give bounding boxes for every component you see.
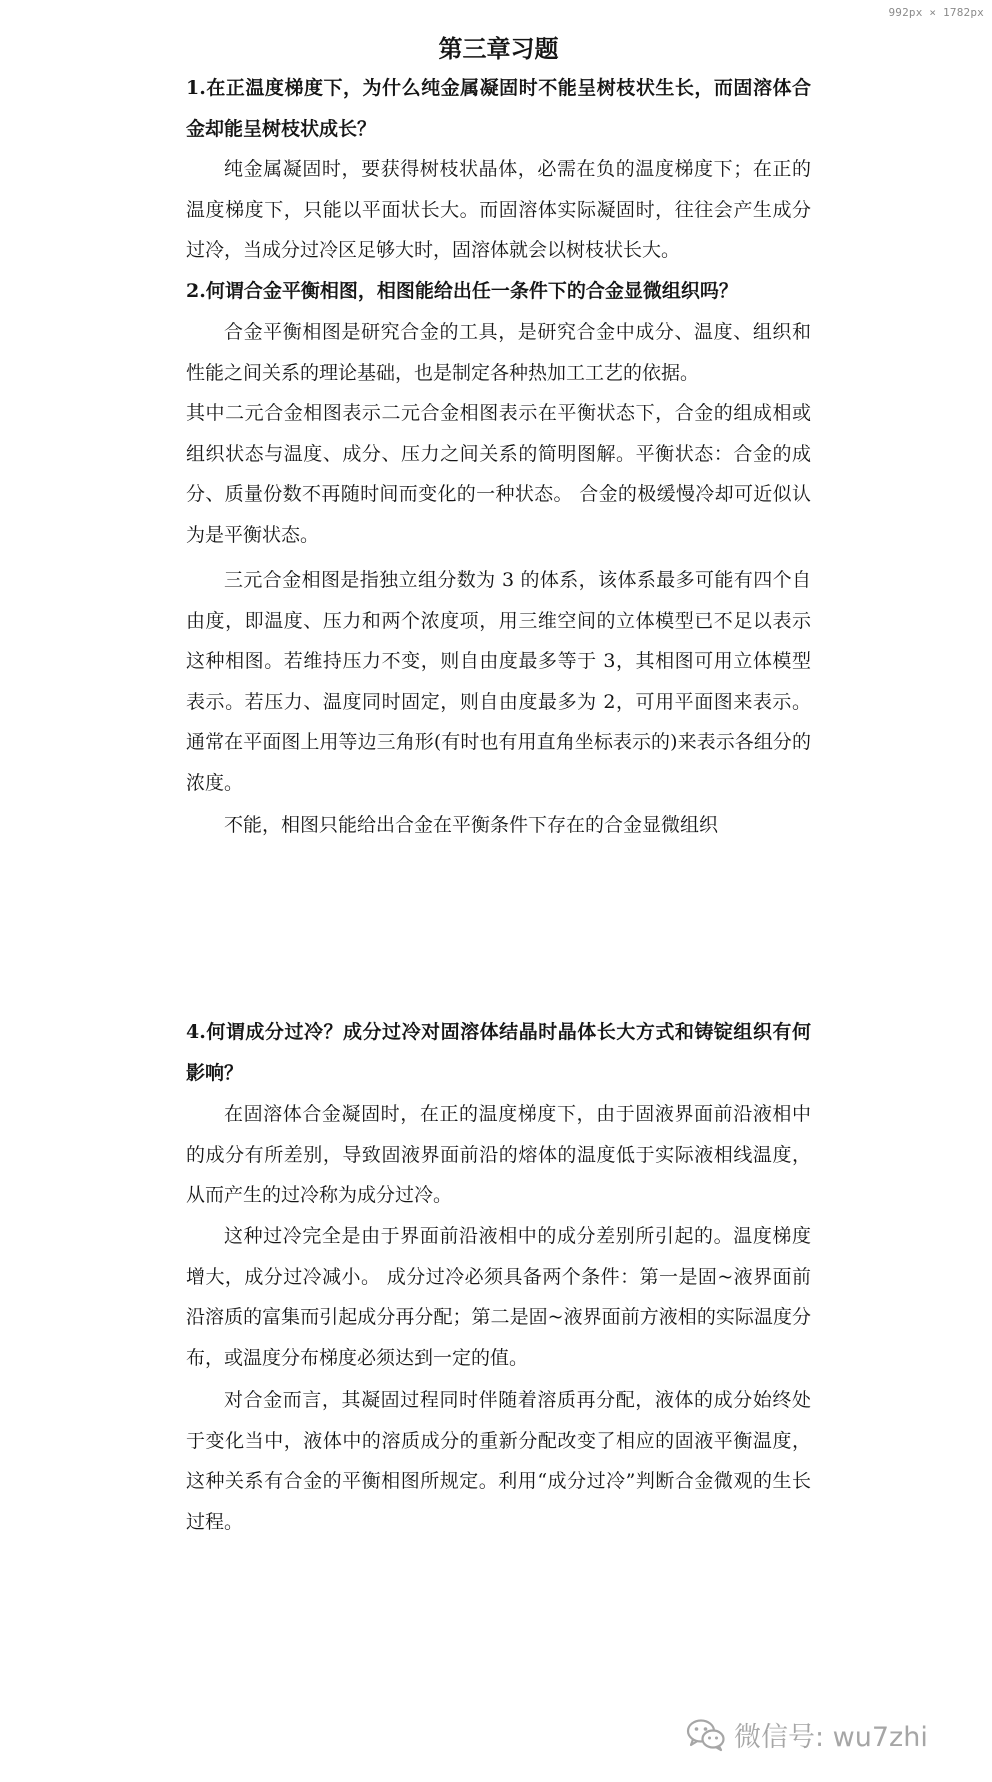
question-4: 4.何谓成分过冷？成分过冷对固溶体结晶时晶体长大方式和铸锭组织有何影响？ — [186, 1021, 811, 1084]
wechat-icon — [686, 1718, 726, 1752]
answer-2-paragraph-3: 三元合金相图是指独立组分数为 3 的体系，该体系最多可能有四个自由度，即温度、压力和两个浓度项，用三维空间的立体模型已不足以表示这种相图。若维持压力不变，则自由度最多等于 3，其相图可用立体模型表示。若压力、温度同时固定，则自由度最多为 2，可用平面图来表示。通常在平面图上用等边三角形(有时也有用直角坐标表示的)来表示各组分的浓度。 — [186, 569, 811, 794]
question-2: 2.何谓合金平衡相图，相图能给出任一条件下的合金显微组织吗？ — [186, 280, 738, 302]
answer-4-paragraph-3: 对合金而言，其凝固过程同时伴随着溶质再分配，液体的成分始终处于变化当中，液体中的溶质成分的重新分配改变了相应的固液平衡温度，这种关系有合金的平衡相图所规定。利用“成分过冷”判断合金微观的生长过程。 — [186, 1389, 811, 1533]
answer-1: 纯金属凝固时，要获得树枝状晶体，必需在负的温度梯度下；在正的温度梯度下，只能以平面状长大。而固溶体实际凝固时，往往会产生成分过冷，当成分过冷区足够大时，固溶体就会以树枝状长大。 — [186, 158, 811, 261]
wechat-watermark — [686, 1715, 928, 1754]
watermark-text: 微信号: wu7zhi — [734, 1722, 928, 1753]
answer-2-paragraph-1: 合金平衡相图是研究合金的工具，是研究合金中成分、温度、组织和性能之间关系的理论基础，也是制定各种热加工工艺的依据。 — [186, 321, 811, 384]
answer-4-paragraph-1: 在固溶体合金凝固时，在正的温度梯度下，由于固液界面前沿液相中的成分有所差别，导致固液界面前沿的熔体的温度低于实际液相线温度，从而产生的过冷称为成分过冷。 — [186, 1103, 811, 1206]
answer-2-paragraph-4: 不能，相图只能给出合金在平衡条件下存在的合金显微组织 — [224, 814, 719, 836]
question-1: 1.在正温度梯度下，为什么纯金属凝固时不能呈树枝状生长，而固溶体合金却能呈树枝状成长？ — [186, 77, 811, 140]
answer-4-paragraph-2: 这种过冷完全是由于界面前沿液相中的成分差别所引起的。温度梯度增大，成分过冷减小。 成分过冷必须具备两个条件：第一是固~液界面前沿溶质的富集而引起成分再分配；第二是固~液界面前方液相的实际温度分布，或温度分布梯度必须达到一定的值。 — [186, 1225, 811, 1369]
page-title: 第三章习题 — [438, 34, 559, 63]
answer-2-paragraph-2: 其中二元合金相图表示二元合金相图表示在平衡状态下，合金的组成相或组织状态与温度、成分、压力之间关系的简明图解。平衡状态：合金的成分、质量份数不再随时间而变化的一种状态。 合金的极缓慢冷却可近似认为是平衡状态。 — [186, 402, 811, 546]
image-dimension-label: 992px × 1782px — [888, 6, 984, 19]
